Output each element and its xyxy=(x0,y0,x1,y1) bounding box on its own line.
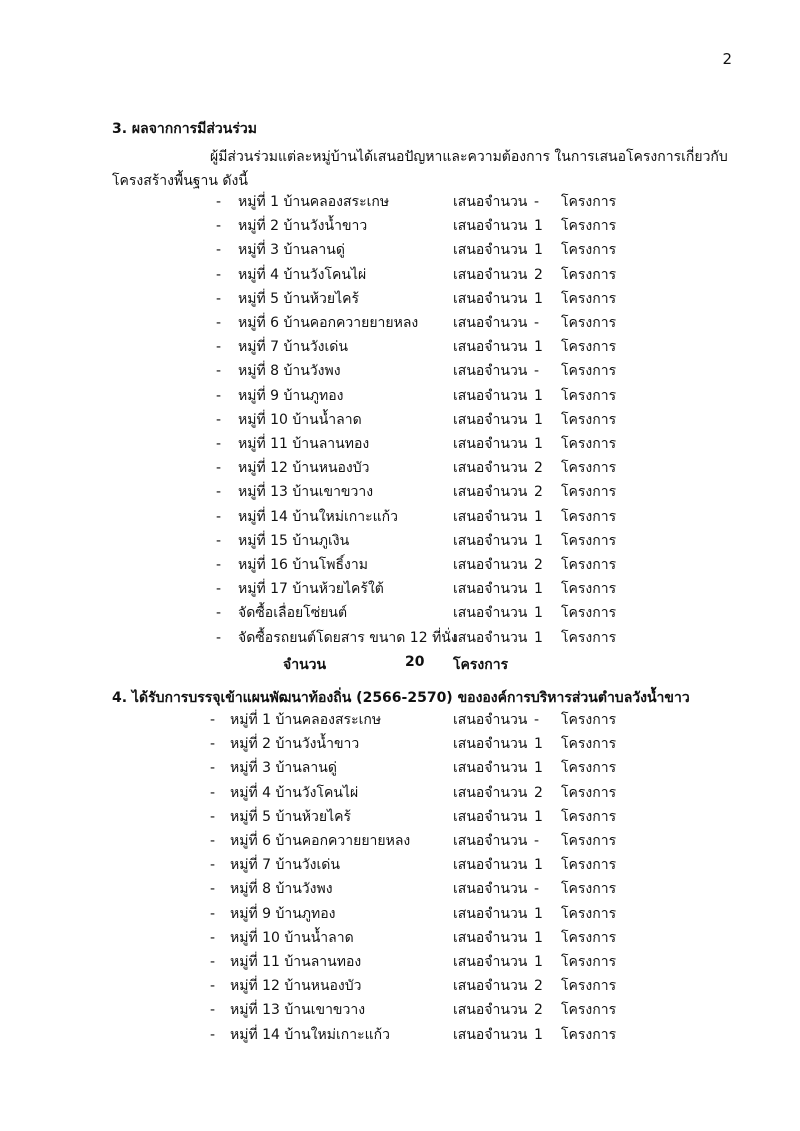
list-item xyxy=(0,710,800,730)
offer-label: เสนอจำนวน xyxy=(453,784,528,801)
list-item xyxy=(0,734,800,754)
list-item xyxy=(0,855,800,875)
project-count: 1 xyxy=(534,290,543,307)
list-item xyxy=(0,758,800,778)
page-number: 2 xyxy=(722,50,732,68)
project-count: 2 xyxy=(534,484,543,501)
list-item xyxy=(0,361,800,381)
project-unit: โครงการ xyxy=(561,266,617,283)
list-dash: - xyxy=(216,484,222,501)
list-dash: - xyxy=(216,460,222,477)
project-unit: โครงการ xyxy=(561,557,617,573)
project-unit: โครงการ xyxy=(561,290,617,307)
village-name: หมู่ที่ 3 บ้านลานดู่ xyxy=(230,760,337,777)
list-item xyxy=(0,337,800,357)
list-dash: - xyxy=(210,784,216,801)
project-unit: โครงการ xyxy=(561,484,617,501)
project-unit: โครงการ xyxy=(561,712,617,728)
list-dash: - xyxy=(216,629,222,646)
list-dash: - xyxy=(216,581,222,598)
village-name: หมู่ที่ 14 บ้านใหม่เกาะแก้ว xyxy=(230,1026,391,1043)
list-item xyxy=(0,904,800,924)
list-dash: - xyxy=(216,557,222,573)
project-count: - xyxy=(534,194,540,210)
offer-label: เสนอจำนวน xyxy=(453,605,528,622)
village-name: หมู่ที่ 12 บ้านหนองบัว xyxy=(238,460,370,477)
project-unit: โครงการ xyxy=(561,581,617,598)
list-item xyxy=(0,410,800,430)
village-name: หมู่ที่ 9 บ้านภูทอง xyxy=(230,905,336,922)
list-dash: - xyxy=(216,218,222,235)
list-item xyxy=(0,807,800,827)
offer-label: เสนอจำนวน xyxy=(453,242,528,259)
village-name: หมู่ที่ 10 บ้านน้ำลาด xyxy=(230,929,354,946)
list-dash: - xyxy=(216,339,222,356)
list-dash: - xyxy=(210,905,216,922)
list-item xyxy=(0,976,800,996)
project-unit: โครงการ xyxy=(561,532,617,549)
project-count: 1 xyxy=(534,954,543,970)
project-count: 1 xyxy=(534,760,543,777)
project-count: 1 xyxy=(534,436,543,452)
list-item xyxy=(0,579,800,599)
list-dash: - xyxy=(210,954,216,970)
project-unit: โครงการ xyxy=(561,784,617,801)
offer-label: เสนอจำนวน xyxy=(453,629,528,646)
section3-paragraph-line1: ผู้มีส่วนร่วมแต่ละหมู่บ้านได้เสนอปัญหาและความต้องการ ในการเสนอโครงการเกี่ยวกับ xyxy=(210,149,728,165)
project-unit: โครงการ xyxy=(561,363,617,380)
village-name: หมู่ที่ 1 บ้านคลองสระเกษ xyxy=(238,194,390,210)
project-unit: โครงการ xyxy=(561,736,617,753)
section3-heading: 3. ผลจากการมีส่วนร่วม xyxy=(112,121,257,137)
project-unit: โครงการ xyxy=(561,436,617,452)
list-item xyxy=(0,434,800,454)
village-name: หมู่ที่ 17 บ้านห้วยไคร้ใต้ xyxy=(238,581,384,598)
village-name: หมู่ที่ 5 บ้านห้วยไคร้ xyxy=(230,808,352,825)
project-count: 1 xyxy=(534,808,543,825)
village-name: จัดซื้อรถยนต์โดยสาร ขนาด 12 ที่นั่ง xyxy=(238,629,458,646)
project-count: - xyxy=(534,881,540,898)
list-dash: - xyxy=(210,736,216,753)
offer-label: เสนอจำนวน xyxy=(453,557,528,573)
project-unit: โครงการ xyxy=(561,194,617,210)
village-name: หมู่ที่ 4 บ้านวังโคนไผ่ xyxy=(230,784,359,801)
project-count: 2 xyxy=(534,978,543,995)
offer-label: เสนอจำนวน xyxy=(453,881,528,898)
project-count: 1 xyxy=(534,857,543,874)
list-item xyxy=(0,928,800,948)
project-count: - xyxy=(534,712,540,728)
list-dash: - xyxy=(210,1002,216,1019)
project-count: 1 xyxy=(534,387,543,404)
list-dash: - xyxy=(216,508,222,525)
list-dash: - xyxy=(216,605,222,622)
list-dash: - xyxy=(216,290,222,307)
project-count: - xyxy=(534,833,540,849)
village-name: หมู่ที่ 14 บ้านใหม่เกาะแก้ว xyxy=(238,508,399,525)
list-item xyxy=(0,192,800,212)
project-unit: โครงการ xyxy=(561,929,617,946)
list-dash: - xyxy=(216,387,222,404)
offer-label: เสนอจำนวน xyxy=(453,218,528,235)
village-name: หมู่ที่ 1 บ้านคลองสระเกษ xyxy=(230,712,382,728)
offer-label: เสนอจำนวน xyxy=(453,833,528,849)
offer-label: เสนอจำนวน xyxy=(453,484,528,501)
project-unit: โครงการ xyxy=(561,629,617,646)
offer-label: เสนอจำนวน xyxy=(453,978,528,995)
offer-label: เสนอจำนวน xyxy=(453,581,528,598)
village-name: หมู่ที่ 2 บ้านวังน้ำขาว xyxy=(230,736,360,753)
list-item xyxy=(0,555,800,575)
total-value: 20 xyxy=(405,654,425,670)
list-dash: - xyxy=(210,1026,216,1043)
village-name: หมู่ที่ 16 บ้านโพธิ์งาม xyxy=(238,557,368,573)
list-dash: - xyxy=(216,242,222,259)
list-dash: - xyxy=(210,760,216,777)
offer-label: เสนอจำนวน xyxy=(453,808,528,825)
village-name: หมู่ที่ 11 บ้านลานทอง xyxy=(238,436,370,452)
project-unit: โครงการ xyxy=(561,387,617,404)
offer-label: เสนอจำนวน xyxy=(453,532,528,549)
list-dash: - xyxy=(210,808,216,825)
list-item xyxy=(0,265,800,285)
project-count: 2 xyxy=(534,557,543,573)
project-count: 1 xyxy=(534,1026,543,1043)
project-unit: โครงการ xyxy=(561,881,617,898)
project-count: 1 xyxy=(534,218,543,235)
offer-label: เสนอจำนวน xyxy=(453,460,528,477)
offer-label: เสนอจำนวน xyxy=(453,929,528,946)
offer-label: เสนอจำนวน xyxy=(453,712,528,728)
village-name: หมู่ที่ 11 บ้านลานทอง xyxy=(230,954,362,970)
village-name: หมู่ที่ 9 บ้านภูทอง xyxy=(238,387,344,404)
offer-label: เสนอจำนวน xyxy=(453,954,528,970)
project-unit: โครงการ xyxy=(561,411,617,428)
list-item xyxy=(0,952,800,972)
list-item xyxy=(0,240,800,260)
list-item xyxy=(0,216,800,236)
project-count: - xyxy=(534,363,540,380)
list-dash: - xyxy=(210,929,216,946)
project-count: 1 xyxy=(534,905,543,922)
offer-label: เสนอจำนวน xyxy=(453,363,528,380)
project-count: 2 xyxy=(534,460,543,477)
project-count: 1 xyxy=(534,532,543,549)
village-name: หมู่ที่ 7 บ้านวังเด่น xyxy=(230,857,340,874)
project-count: 1 xyxy=(534,736,543,753)
offer-label: เสนอจำนวน xyxy=(453,508,528,525)
list-dash: - xyxy=(216,436,222,452)
list-item xyxy=(0,831,800,851)
offer-label: เสนอจำนวน xyxy=(453,315,528,331)
village-name: หมู่ที่ 6 บ้านคอกควายยายหลง xyxy=(230,833,411,849)
project-count: 1 xyxy=(534,508,543,525)
list-dash: - xyxy=(210,978,216,995)
project-count: 1 xyxy=(534,411,543,428)
offer-label: เสนอจำนวน xyxy=(453,411,528,428)
village-name: หมู่ที่ 10 บ้านน้ำลาด xyxy=(238,411,362,428)
village-name: หมู่ที่ 7 บ้านวังเด่น xyxy=(238,339,348,356)
offer-label: เสนอจำนวน xyxy=(453,339,528,356)
project-unit: โครงการ xyxy=(561,1002,617,1019)
list-item xyxy=(0,289,800,309)
offer-label: เสนอจำนวน xyxy=(453,290,528,307)
village-name: หมู่ที่ 8 บ้านวังพง xyxy=(238,363,341,380)
village-name: หมู่ที่ 4 บ้านวังโคนไผ่ xyxy=(238,266,367,283)
village-name: หมู่ที่ 6 บ้านคอกควายยายหลง xyxy=(238,315,419,331)
project-unit: โครงการ xyxy=(561,1026,617,1043)
list-dash: - xyxy=(216,194,222,210)
project-count: 2 xyxy=(534,1002,543,1019)
list-item xyxy=(0,313,800,333)
project-count: 1 xyxy=(534,929,543,946)
list-item xyxy=(0,386,800,406)
list-dash: - xyxy=(216,532,222,549)
list-dash: - xyxy=(216,315,222,331)
project-unit: โครงการ xyxy=(561,605,617,622)
project-unit: โครงการ xyxy=(561,833,617,849)
project-count: 2 xyxy=(534,784,543,801)
project-unit: โครงการ xyxy=(561,760,617,777)
list-item xyxy=(0,1025,800,1045)
list-dash: - xyxy=(216,266,222,283)
list-dash: - xyxy=(216,411,222,428)
total-label: จำนวน xyxy=(283,657,327,673)
offer-label: เสนอจำนวน xyxy=(453,857,528,874)
project-unit: โครงการ xyxy=(561,905,617,922)
section3-total xyxy=(0,654,800,674)
project-count: - xyxy=(534,315,540,331)
list-item xyxy=(0,1000,800,1020)
list-item xyxy=(0,603,800,623)
offer-label: เสนอจำนวน xyxy=(453,436,528,452)
list-item xyxy=(0,482,800,502)
project-unit: โครงการ xyxy=(561,242,617,259)
project-unit: โครงการ xyxy=(561,857,617,874)
list-dash: - xyxy=(210,857,216,874)
village-name: หมู่ที่ 12 บ้านหนองบัว xyxy=(230,978,362,995)
offer-label: เสนอจำนวน xyxy=(453,760,528,777)
list-item xyxy=(0,531,800,551)
offer-label: เสนอจำนวน xyxy=(453,736,528,753)
village-name: จัดซื้อเลื่อยโซ่ยนต์ xyxy=(238,605,348,622)
section4-heading: 4. ได้รับการบรรจุเข้าแผนพัฒนาท้องถิ่น (2566-2570) ขององค์การบริหารส่วนตำบลวังน้ำขาว xyxy=(112,690,690,706)
list-dash: - xyxy=(216,363,222,380)
offer-label: เสนอจำนวน xyxy=(453,1002,528,1019)
village-name: หมู่ที่ 15 บ้านภูเงิน xyxy=(238,532,350,549)
project-unit: โครงการ xyxy=(561,315,617,331)
project-count: 1 xyxy=(534,581,543,598)
village-name: หมู่ที่ 13 บ้านเขาขวาง xyxy=(230,1002,366,1019)
project-count: 1 xyxy=(534,605,543,622)
offer-label: เสนอจำนวน xyxy=(453,905,528,922)
project-unit: โครงการ xyxy=(561,954,617,970)
list-item xyxy=(0,628,800,648)
offer-label: เสนอจำนวน xyxy=(453,387,528,404)
project-unit: โครงการ xyxy=(561,460,617,477)
project-unit: โครงการ xyxy=(561,339,617,356)
list-item xyxy=(0,458,800,478)
list-dash: - xyxy=(210,833,216,849)
total-unit: โครงการ xyxy=(453,657,509,673)
list-item xyxy=(0,783,800,803)
village-name: หมู่ที่ 2 บ้านวังน้ำขาว xyxy=(238,218,368,235)
list-item xyxy=(0,879,800,899)
project-count: 1 xyxy=(534,339,543,356)
village-name: หมู่ที่ 3 บ้านลานดู่ xyxy=(238,242,345,259)
project-unit: โครงการ xyxy=(561,218,617,235)
offer-label: เสนอจำนวน xyxy=(453,1026,528,1043)
project-unit: โครงการ xyxy=(561,508,617,525)
project-unit: โครงการ xyxy=(561,808,617,825)
village-name: หมู่ที่ 8 บ้านวังพง xyxy=(230,881,333,898)
list-dash: - xyxy=(210,881,216,898)
project-count: 1 xyxy=(534,629,543,646)
list-item xyxy=(0,507,800,527)
list-dash: - xyxy=(210,712,216,728)
project-count: 1 xyxy=(534,242,543,259)
project-count: 2 xyxy=(534,266,543,283)
offer-label: เสนอจำนวน xyxy=(453,266,528,283)
village-name: หมู่ที่ 13 บ้านเขาขวาง xyxy=(238,484,374,501)
village-name: หมู่ที่ 5 บ้านห้วยไคร้ xyxy=(238,290,360,307)
offer-label: เสนอจำนวน xyxy=(453,194,528,210)
section3-paragraph-line2: โครงสร้างพื้นฐาน ดังนี้ xyxy=(112,173,248,189)
project-unit: โครงการ xyxy=(561,978,617,995)
